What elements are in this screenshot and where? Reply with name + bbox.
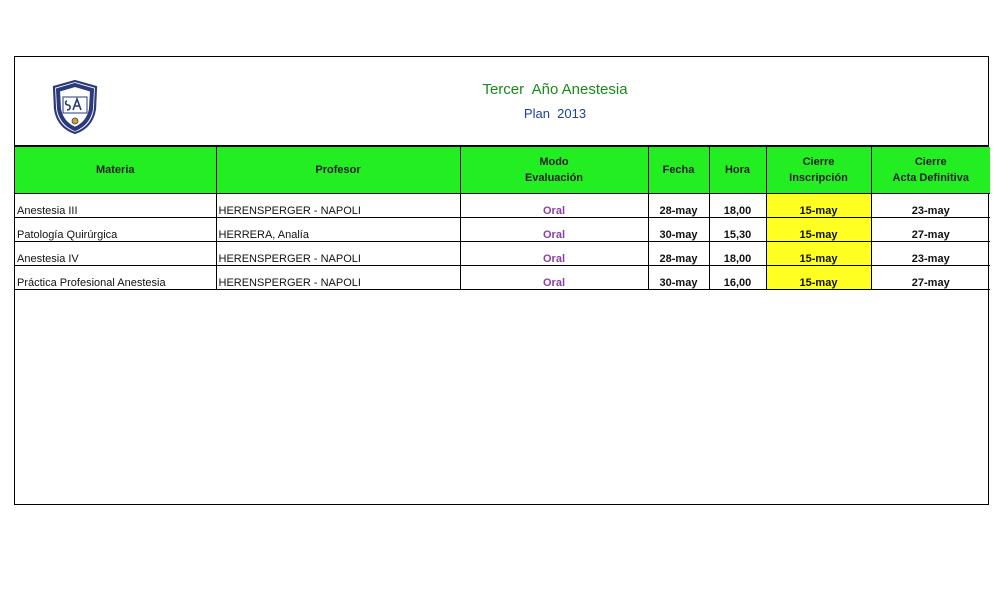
cell-cierre-acta: 27-may <box>871 218 990 242</box>
sheet-header <box>15 57 988 147</box>
page-title: Tercer Año Anestesia <box>482 81 628 98</box>
cell-cierre-acta: 23-may <box>871 242 990 266</box>
cell-hora: 18,00 <box>709 242 766 266</box>
column-header-inscripcion-line2: Inscripción <box>789 172 848 184</box>
column-header-profesor: Profesor <box>216 147 460 194</box>
cell-fecha: 28-may <box>648 242 709 266</box>
cell-materia: Patología Quirúrgica <box>15 218 216 242</box>
cell-materia: Práctica Profesional Anestesia <box>15 266 216 290</box>
cell-cierre-inscripcion: 15-may <box>766 242 871 266</box>
cell-profesor: HERENSPERGER - NAPOLI <box>216 242 460 266</box>
cell-cierre-inscripcion: 15-may <box>766 266 871 290</box>
cell-fecha: 28-may <box>648 194 709 218</box>
cell-cierre-acta: 27-may <box>871 266 990 290</box>
table-header-row <box>15 147 990 194</box>
table-row <box>15 242 990 266</box>
cell-materia: Anestesia III <box>15 194 216 218</box>
column-header-modo-line2: Evaluación <box>524 172 584 184</box>
cell-hora: 15,30 <box>709 218 766 242</box>
exam-schedule-sheet <box>14 56 989 505</box>
table-row <box>15 218 990 242</box>
column-header-modo <box>460 147 648 194</box>
cell-hora: 18,00 <box>709 194 766 218</box>
column-header-cierre-inscripcion <box>766 147 871 194</box>
cell-modo-evaluacion: Oral <box>460 218 648 242</box>
column-header-hora: Hora <box>709 147 766 194</box>
cell-hora: 16,00 <box>709 266 766 290</box>
table-row <box>15 194 990 218</box>
cell-materia: Anestesia IV <box>15 242 216 266</box>
column-header-inscripcion-line1: Cierre <box>802 156 835 168</box>
table-row <box>15 266 990 290</box>
cell-cierre-acta: 23-may <box>871 194 990 218</box>
cell-fecha: 30-may <box>648 218 709 242</box>
column-header-acta-line2: Acta Definitiva <box>892 172 969 184</box>
cell-profesor: HERRERA, Analía <box>216 218 460 242</box>
column-header-fecha: Fecha <box>648 147 709 194</box>
exam-table <box>15 147 990 290</box>
cell-cierre-inscripcion: 15-may <box>766 218 871 242</box>
cell-profesor: HERENSPERGER - NAPOLI <box>216 266 460 290</box>
column-header-cierre-acta <box>871 147 990 194</box>
column-header-modo-line1: Modo <box>539 156 569 168</box>
plan-subtitle: Plan 2013 <box>523 106 587 121</box>
cell-fecha: 30-may <box>648 266 709 290</box>
cell-profesor: HERENSPERGER - NAPOLI <box>216 194 460 218</box>
cell-modo-evaluacion: Oral <box>460 266 648 290</box>
cell-cierre-inscripcion: 15-may <box>766 194 871 218</box>
cell-modo-evaluacion: Oral <box>460 242 648 266</box>
column-header-acta-line1: Cierre <box>914 156 947 168</box>
cell-modo-evaluacion: Oral <box>460 194 648 218</box>
column-header-materia: Materia <box>15 147 216 194</box>
